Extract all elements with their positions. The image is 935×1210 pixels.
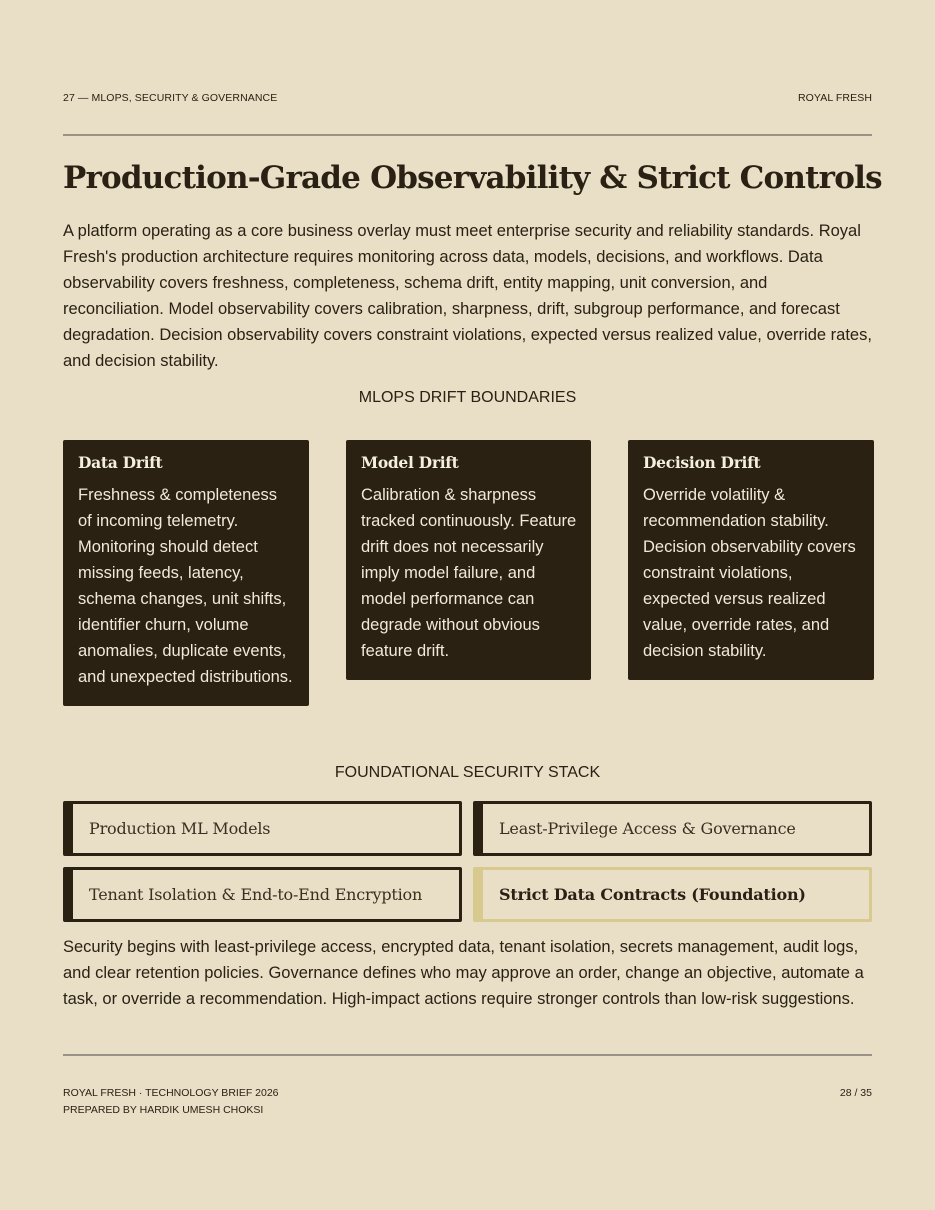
footer-divider <box>63 1054 872 1056</box>
footer-author: PREPARED BY HARDIK UMESH CHOKSI <box>63 1104 264 1116</box>
header-section-label: 27 — MLOPS, SECURITY & GOVERNANCE <box>63 92 278 104</box>
model-drift-card <box>346 440 591 680</box>
header-divider <box>63 134 872 136</box>
intro-paragraph: A platform operating as a core business overlay must meet enterprise security and reliability standards. Royal Fresh's production architecture requires monitoring across data, models, decisions, and workflows. Data observability covers freshness, completeness, schema drift, entity mapping, unit conversion, and reconciliation. Model observability covers calibration, sharpness, drift, subgroup performance, and forecast degradation. Decision observability covers constraint violations, expected versus realized value, override rates, and decision stability. <box>63 222 872 370</box>
stack-item-access-governance: Least-Privilege Access & Governance <box>473 801 872 856</box>
decision-drift-card <box>628 440 874 680</box>
card-title: Model Drift <box>361 453 459 472</box>
card-body: Override volatility & recommendation stability. Decision observability covers constraint violations, expected versus realized value, override rates, and decision stability. <box>643 486 856 660</box>
data-drift-card <box>63 440 309 706</box>
page-title: Production-Grade Observability & Strict Controls <box>63 160 882 196</box>
header-brand: ROYAL FRESH <box>797 92 872 104</box>
card-title: Data Drift <box>78 453 163 472</box>
page-number: 28 / 35 <box>839 1087 872 1099</box>
stack-item-data-contracts: Strict Data Contracts (Foundation) <box>473 867 872 922</box>
running-header <box>63 92 872 104</box>
security-section-label: FOUNDATIONAL SECURITY STACK <box>334 764 601 781</box>
card-title: Decision Drift <box>643 453 761 472</box>
stack-item-tenant-isolation: Tenant Isolation & End-to-End Encryption <box>63 867 462 922</box>
drift-section-label: MLOPS DRIFT BOUNDARIES <box>358 389 577 406</box>
stack-item-ml-models: Production ML Models <box>63 801 462 856</box>
card-body: Calibration & sharpness tracked continuously. Feature drift does not necessarily imply model failure, and model performance can degrade without obvious feature drift. <box>361 486 577 660</box>
footer-brief-title: ROYAL FRESH · TECHNOLOGY BRIEF 2026 <box>63 1087 279 1099</box>
closing-paragraph: Security begins with least-privilege access, encrypted data, tenant isolation, secrets management, audit logs, and clear retention policies. Governance defines who may approve an order, change an objective, automate a task, or override a recommendation. High-impact actions require stronger controls than low-risk suggestions. <box>63 938 864 1008</box>
card-body: Freshness & completeness of incoming telemetry. Monitoring should detect missing feeds, latency, schema changes, unit shifts, identifier churn, volume anomalies, duplicate events, and unexpected distributions. <box>78 486 293 686</box>
